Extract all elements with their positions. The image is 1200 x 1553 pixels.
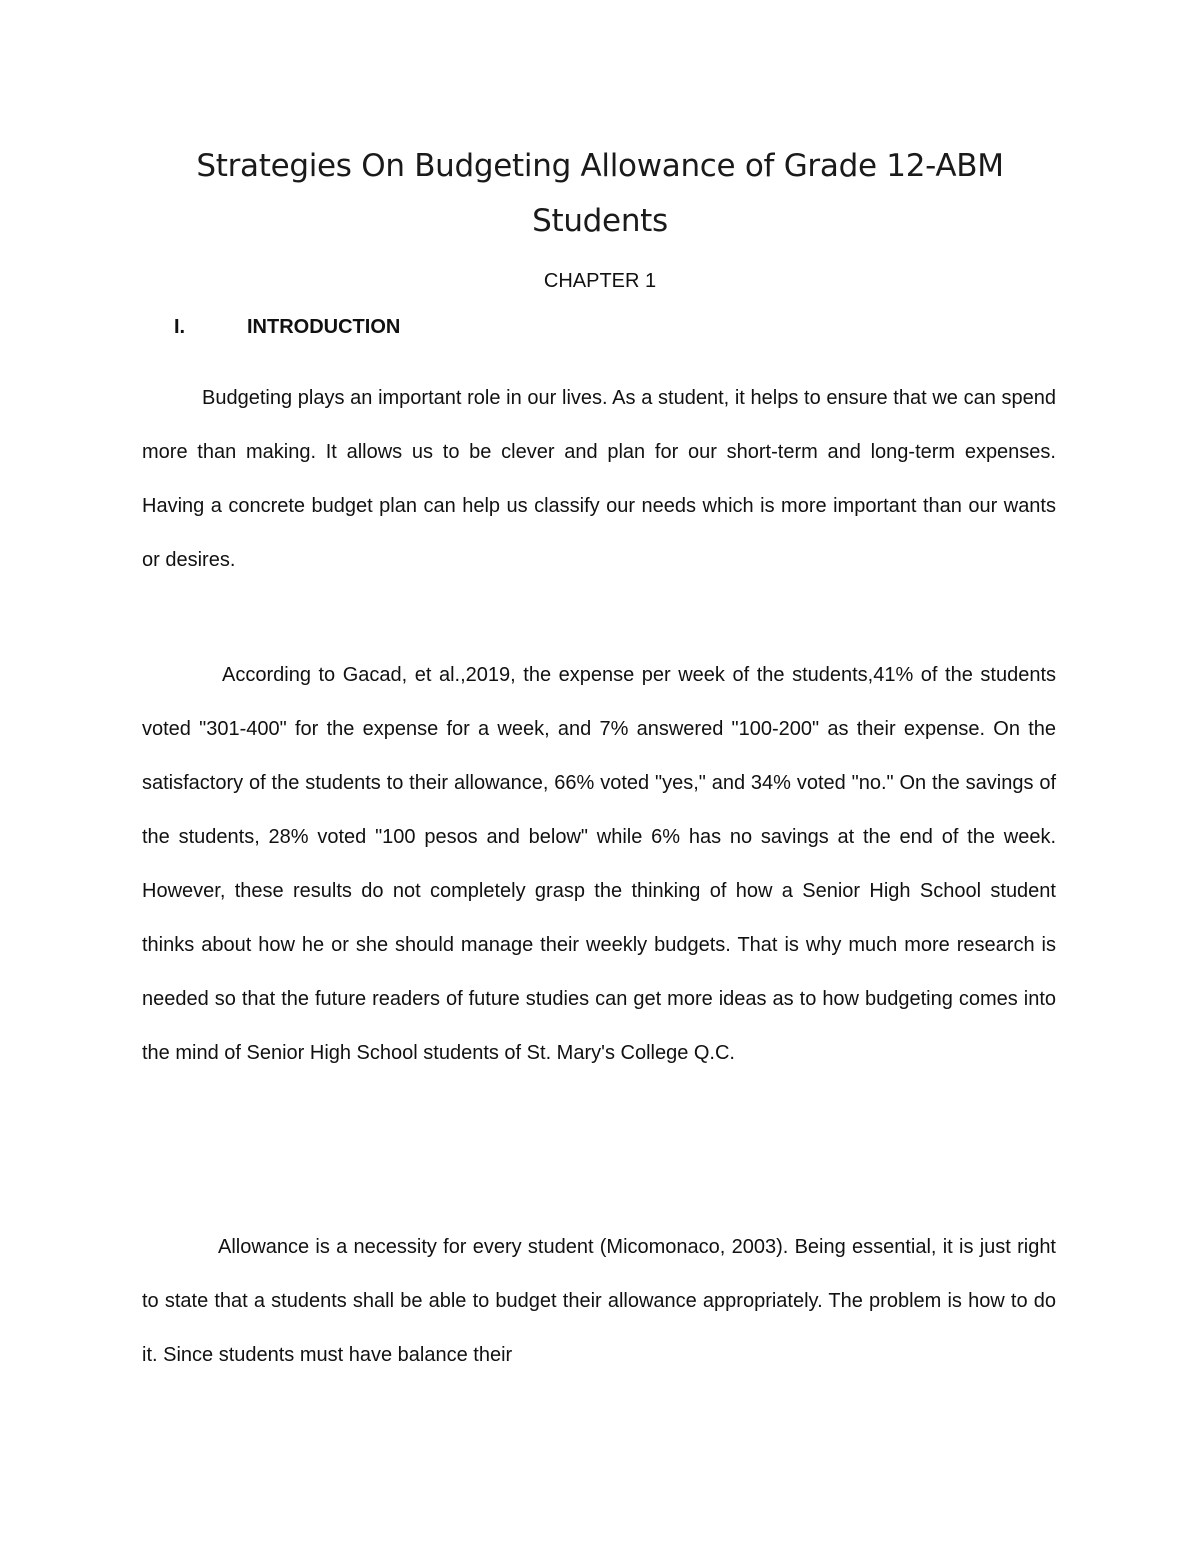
- document-title-line-2: Students: [532, 203, 668, 239]
- document-title-line-1: Strategies On Budgeting Allowance of Grade 12-ABM: [196, 148, 1004, 184]
- section-title: INTRODUCTION: [247, 316, 401, 338]
- chapter-heading: CHAPTER 1: [543, 270, 657, 292]
- paragraph-2: According to Gacad, et al.,2019, the expense per week of the students,41% of the students voted "301-400" for the expense for a week, and 7% answered "100-200" as their expense. On the satisfactory of the students to their allowance, 66% voted "yes," and 34% voted "no." On the savings of the students, 28% voted "100 pesos and below" while 6% has no savings at the end of the week. However, these results do not completely grasp the thinking of how a Senior High School student thinks about how he or she should manage their weekly budgets. That is why much more research is needed so that the future readers of future studies can get more ideas as to how budgeting comes into the mind of Senior High School students of St. Mary's College Q.C.: [142, 664, 1056, 1064]
- section-number: I.: [174, 316, 186, 338]
- paragraph-1: Budgeting plays an important role in our lives. As a student, it helps to ensure that we can spend more than making. It allows us to be clever and plan for our short-term and long-term expenses. Having a concrete budget plan can help us classify our needs which is more important than our wants or desires.: [142, 387, 1056, 571]
- paragraph-3: Allowance is a necessity for every student (Micomonaco, 2003). Being essential, it is just right to state that a students shall be able to budget their allowance appropriately. The problem is how to do it. Since students must have balance their: [142, 1236, 1056, 1366]
